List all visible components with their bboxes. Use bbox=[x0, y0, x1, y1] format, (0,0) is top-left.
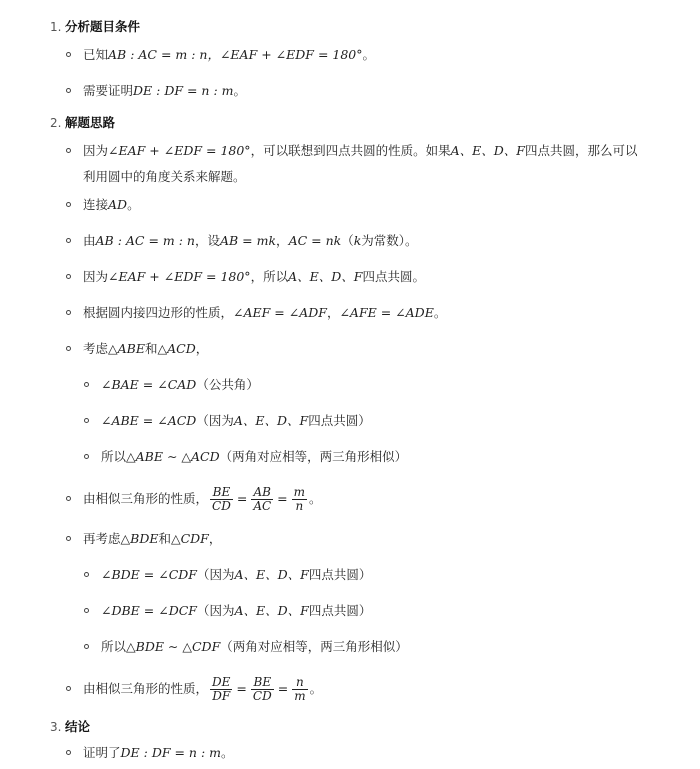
math-expression: △ACD bbox=[157, 341, 196, 356]
item-text: （因为 bbox=[196, 413, 234, 428]
math-expression: AC = nk bbox=[288, 233, 342, 248]
list-item-continuation bbox=[0, 168, 700, 190]
item-text: ，设 bbox=[194, 233, 220, 248]
math-expression: AB : AC = m : n bbox=[95, 233, 195, 248]
bullet-icon bbox=[84, 418, 89, 423]
math-expression: △ABE bbox=[108, 341, 145, 356]
math-expression: △ABE ∼ △ACD bbox=[126, 449, 220, 464]
sub-list-item bbox=[0, 566, 700, 588]
list-item bbox=[0, 46, 700, 68]
item-text: 。 bbox=[127, 197, 140, 212]
item-text: 因为 bbox=[83, 269, 109, 284]
bullet-icon bbox=[66, 686, 71, 691]
item-text: 四点共圆） bbox=[308, 567, 372, 582]
item-text: 四点共圆） bbox=[308, 603, 372, 618]
fraction-numerator: AB bbox=[251, 486, 273, 500]
math-expression: AB = mk bbox=[219, 233, 277, 248]
fraction-denominator: n bbox=[295, 499, 304, 513]
fraction-numerator: DE bbox=[212, 675, 231, 689]
item-text: 四点共圆。 bbox=[362, 269, 425, 284]
fraction-numerator: BE bbox=[210, 486, 233, 500]
math-expression: ∠DBE = ∠DCF bbox=[101, 603, 197, 618]
list-item bbox=[0, 482, 700, 516]
bullet-icon bbox=[84, 382, 89, 387]
bullet-icon bbox=[84, 572, 89, 577]
math-points: A、E、D、F bbox=[450, 143, 525, 158]
bullet-icon bbox=[66, 88, 71, 93]
math-points: A、E、D、F bbox=[234, 567, 309, 582]
item-text: 由相似三角形的性质， bbox=[83, 491, 209, 506]
math-expression: ∠AEF = ∠ADF bbox=[233, 305, 327, 320]
fraction bbox=[251, 486, 273, 513]
bullet-icon bbox=[66, 238, 71, 243]
list-item bbox=[0, 744, 700, 766]
section-title: 解题思路 bbox=[65, 115, 116, 130]
item-text: ， bbox=[276, 233, 289, 248]
item-text: 根据圆内接四边形的性质， bbox=[83, 305, 234, 320]
item-text: 所以 bbox=[101, 639, 127, 654]
item-text: 。 bbox=[233, 83, 247, 98]
equals-sign: = bbox=[277, 491, 288, 506]
math-points: A、E、D、F bbox=[234, 603, 309, 618]
sub-list-item bbox=[0, 376, 700, 398]
fraction-denominator: AC bbox=[253, 499, 272, 513]
item-text: ，所以 bbox=[250, 269, 289, 284]
fraction-denominator: DF bbox=[212, 689, 231, 703]
math-expression: ∠EAF + ∠EDF = 180° bbox=[108, 269, 251, 284]
math-expression: ∠AFE = ∠ADE bbox=[339, 305, 434, 320]
math-expression: ∠BAE = ∠CAD bbox=[101, 377, 197, 392]
bullet-icon bbox=[84, 454, 89, 459]
item-text: 已知 bbox=[83, 47, 109, 62]
equals-sign: = bbox=[277, 681, 289, 696]
item-text: （两角对应相等，两三角形相似） bbox=[220, 639, 408, 654]
section-number: 1. bbox=[50, 20, 62, 34]
bullet-icon bbox=[66, 148, 71, 153]
list-item bbox=[0, 268, 700, 290]
item-text: （ bbox=[341, 233, 354, 248]
item-text: 和 bbox=[158, 531, 171, 546]
math-expression: DE : DF = n : m bbox=[133, 83, 234, 98]
item-text: 由 bbox=[83, 233, 96, 248]
item-text: ，可以联想到四点共圆的性质。如果 bbox=[250, 143, 451, 158]
fraction-numerator: m bbox=[293, 485, 306, 499]
item-text: 为常数）。 bbox=[361, 233, 418, 248]
sub-list-item bbox=[0, 412, 700, 434]
item-text: 。 bbox=[309, 681, 323, 696]
item-text: （公共角） bbox=[196, 377, 259, 392]
bullet-icon bbox=[84, 644, 89, 649]
section-3-header bbox=[0, 718, 700, 740]
bullet-icon bbox=[84, 608, 89, 613]
item-text: 考虑 bbox=[83, 341, 109, 356]
list-item bbox=[0, 232, 700, 254]
math-expression: ∠BDE = ∠CDF bbox=[101, 567, 197, 582]
fraction bbox=[292, 486, 307, 513]
item-text: 。 bbox=[362, 47, 376, 62]
item-text: 需要证明 bbox=[83, 83, 134, 98]
fraction-denominator: m bbox=[294, 689, 306, 703]
bullet-icon bbox=[66, 346, 71, 351]
item-text: 。 bbox=[309, 491, 322, 506]
bullet-icon bbox=[66, 274, 71, 279]
section-title: 结论 bbox=[65, 719, 91, 734]
section-2-header bbox=[0, 114, 700, 136]
equals-sign: = bbox=[236, 681, 247, 696]
list-item bbox=[0, 672, 700, 706]
section-title: 分析题目条件 bbox=[65, 19, 141, 34]
item-text: 。 bbox=[221, 745, 234, 760]
math-expression: △BDE ∼ △CDF bbox=[126, 639, 221, 654]
list-item bbox=[0, 196, 700, 218]
fraction bbox=[210, 486, 233, 513]
math-expression: k bbox=[353, 233, 362, 248]
item-text: （因为 bbox=[196, 567, 235, 582]
math-expression: AB : AC = m : n，∠EAF + ∠EDF = 180° bbox=[108, 47, 363, 62]
item-text: ， bbox=[195, 341, 209, 356]
sub-list-item bbox=[0, 602, 700, 624]
list-item bbox=[0, 142, 700, 164]
bullet-icon bbox=[66, 310, 71, 315]
fraction bbox=[251, 676, 274, 703]
item-text: 四点共圆） bbox=[308, 413, 371, 428]
item-text: 连接 bbox=[83, 197, 109, 212]
list-item bbox=[0, 82, 700, 104]
item-text: 和 bbox=[144, 341, 158, 356]
bullet-icon bbox=[66, 52, 71, 57]
bullet-icon bbox=[66, 202, 71, 207]
item-text: 证明了 bbox=[83, 745, 121, 760]
item-text: （两角对应相等，两三角形相似） bbox=[219, 449, 408, 464]
fraction bbox=[292, 676, 307, 703]
item-text: 再考虑 bbox=[83, 531, 121, 546]
fraction-denominator: CD bbox=[212, 499, 231, 513]
list-item bbox=[0, 530, 700, 552]
math-expression: △BDE bbox=[120, 531, 159, 546]
list-item bbox=[0, 304, 700, 326]
item-text: 利用圆中的角度关系来解题。 bbox=[83, 169, 246, 184]
section-number: 2. bbox=[50, 116, 62, 130]
item-text: 四点共圆，那么可以 bbox=[524, 143, 638, 158]
section-number: 3. bbox=[50, 720, 62, 734]
fraction-denominator: CD bbox=[252, 689, 272, 703]
item-text: ， bbox=[208, 531, 222, 546]
math-expression: ∠ABE = ∠ACD bbox=[101, 413, 197, 428]
fraction bbox=[210, 676, 232, 703]
math-points: A、E、D、F bbox=[233, 413, 309, 428]
fraction-numerator: BE bbox=[251, 676, 274, 690]
item-text: 所以 bbox=[101, 449, 127, 464]
fraction-numerator: n bbox=[292, 676, 307, 690]
section-1-header bbox=[0, 18, 700, 40]
bullet-icon bbox=[66, 536, 71, 541]
item-text: 。 bbox=[433, 305, 447, 320]
math-expression: DE : DF = n : m bbox=[120, 745, 221, 760]
math-points: A、E、D、F bbox=[288, 269, 363, 284]
item-text: （因为 bbox=[196, 603, 235, 618]
math-expression: ∠EAF + ∠EDF = 180° bbox=[108, 143, 251, 158]
sub-list-item bbox=[0, 638, 700, 660]
math-expression: AD bbox=[108, 197, 128, 212]
bullet-icon bbox=[66, 750, 71, 755]
list-item bbox=[0, 340, 700, 362]
item-text: 因为 bbox=[83, 143, 109, 158]
bullet-icon bbox=[66, 496, 71, 501]
sub-list-item bbox=[0, 448, 700, 470]
item-text: 由相似三角形的性质， bbox=[83, 681, 209, 696]
math-expression: △CDF bbox=[170, 531, 209, 546]
equals-sign: = bbox=[236, 491, 248, 506]
item-text: ， bbox=[326, 305, 340, 320]
